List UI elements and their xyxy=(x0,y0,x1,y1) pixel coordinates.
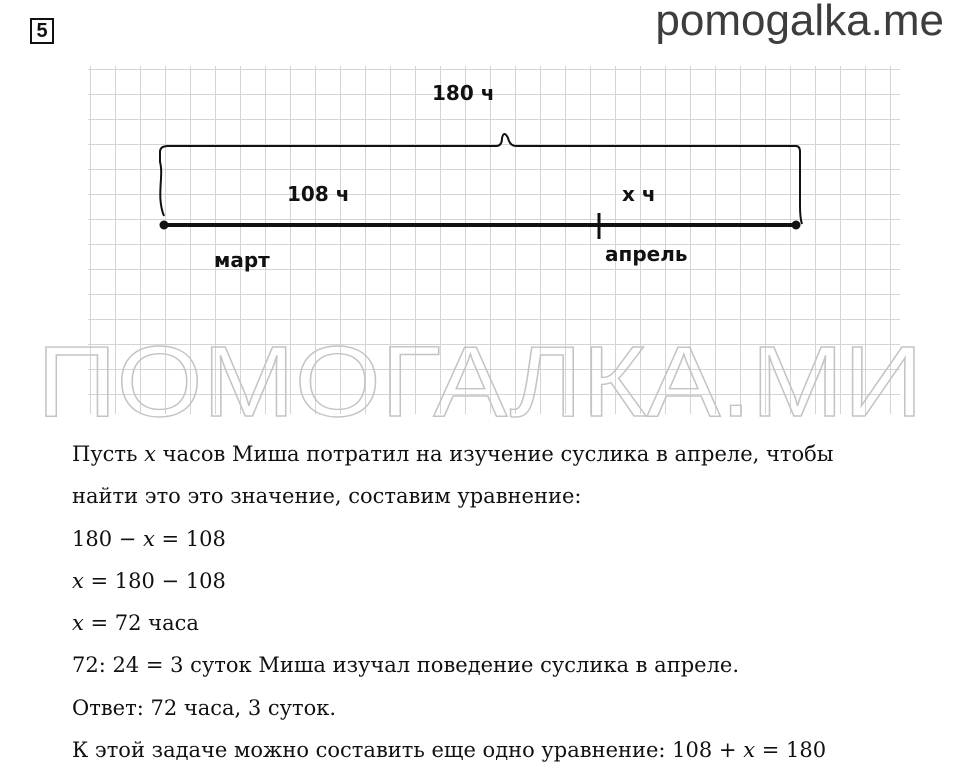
solution-line: найти это это значение, составим уравнение: xyxy=(72,484,582,509)
total-brace xyxy=(160,134,802,224)
watermark-text: ПОМОГАЛКА.МИ xyxy=(37,336,923,432)
watermark xyxy=(30,336,930,432)
march-hours-label: 108 ч xyxy=(287,182,350,206)
site-name: pomogalka.me xyxy=(655,0,944,45)
task-number-badge: 5 xyxy=(30,18,54,44)
solution-line: 72: 24 = 3 суток Миша изучал поведение суслика в апреле. xyxy=(72,653,740,678)
solution-text xyxy=(72,434,932,772)
march-label: март xyxy=(214,248,270,272)
april-label: апрель xyxy=(605,242,688,266)
equation-line: 𝑥 = 180 − 108 xyxy=(72,568,226,593)
april-hours-label: x ч xyxy=(622,182,656,206)
solution-line: Пусть 𝑥 часов Миша потратил на изучение суслика в апреле, чтобы xyxy=(72,442,834,466)
segment-end-point xyxy=(792,221,801,230)
segment-start-point xyxy=(160,221,169,230)
equation-line: 180 − 𝑥 = 108 xyxy=(72,526,226,551)
solution-line: К этой задаче можно составить еще одно уравнение: 108 + 𝑥 = 180 xyxy=(72,738,827,763)
equation-line: 𝑥 = 72 часа xyxy=(72,611,199,636)
answer-line: Ответ: 72 часа, 3 суток. xyxy=(72,695,337,720)
total-hours-label: 180 ч xyxy=(432,81,495,105)
